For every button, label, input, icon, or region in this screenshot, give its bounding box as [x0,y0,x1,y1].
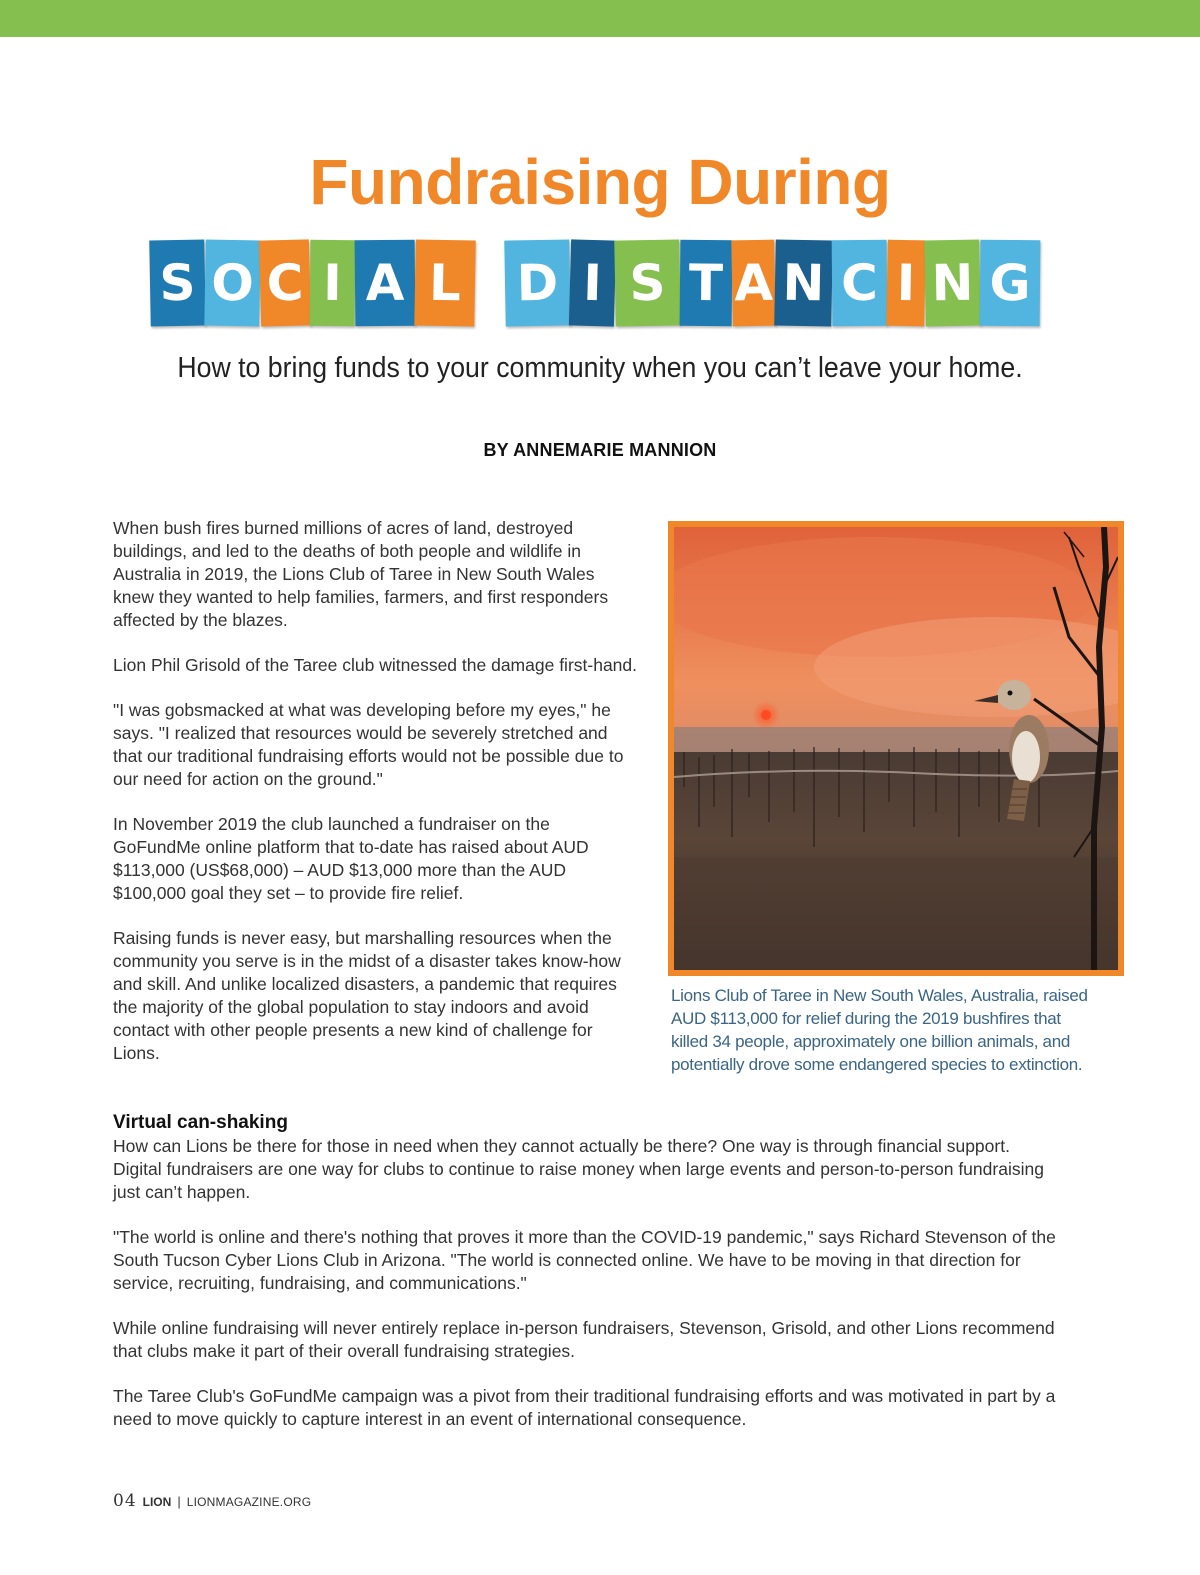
footer-separator: | [177,1494,181,1509]
article-left-column [113,517,638,1087]
byline: BY ANNEMARIE MANNION [483,440,717,460]
bushfire-kookaburra-photo [674,527,1118,970]
page-number: 04 [113,1491,137,1511]
headline-letter-tile: I [310,240,356,326]
headline-letter-tile: N [924,240,980,327]
headline-letter-tile: A [355,240,416,327]
paragraph: Raising funds is never easy, but marshalling resources when the community you serve is in the midst of a disaster takes know-how and skill. And unlike localized disasters, a pandemic that requires the majority of the global population to stay indoors and avoid contact with other people presents a new kind of challenge for Lions. [113,928,621,1063]
headline-letter-tile: I [886,240,925,327]
headline-letter-tile: D [504,239,570,326]
section-heading: Virtual can-shaking [113,1112,288,1133]
paragraph: The Taree Club's GoFundMe campaign was a pivot from their traditional fundraising efforts and was motivated in part by a need to move quickly to capture interest in an event of international consequence. [113,1386,1056,1429]
top-accent-bar [0,0,1200,37]
headline-letter-tile: T [680,240,733,326]
headline-letter-tile: L [414,239,475,326]
page-footer [113,1491,311,1511]
paragraph: In November 2019 the club launched a fundraiser on the GoFundMe online platform that to-date has raised about AUD $113,000 (US$68,000) – AUD $13,000 more than the AUD $100,000 goal they set – to provide fire relief. [113,814,589,903]
paragraph: "The world is online and there's nothing that proves it more than the COVID-19 pandemic," says Richard Stevenson of the South Tucson Cyber Lions Club in Arizona. "The world is connected online. We have to be moving in that direction for service, recruiting, fundraising, and communications." [113,1227,1056,1293]
headline-letter-tiles [150,240,1040,328]
magazine-url[interactable]: LIONMAGAZINE.ORG [186,1495,312,1509]
headline-letter-tile: A [731,240,775,327]
magazine-name: LION [142,1495,172,1509]
paragraph: How can Lions be there for those in need when they cannot actually be there? One way is through financial support. Digital fundraisers are one way for clubs to continue to raise money when large events and person-to-person fundraising just can’t happen. [113,1136,1044,1202]
headline-letter-tile: S [149,240,205,327]
headline-letter-tile: S [614,239,680,326]
article-full-width-section [113,1111,1063,1453]
photo-frame [668,521,1124,976]
headline-letter-tile: C [832,240,888,326]
headline-letter-tile: N [774,240,832,327]
headline-line-1: Fundraising During [309,146,891,218]
headline-letter-tile: G [980,240,1041,327]
headline-letter-tile: O [204,240,260,327]
paragraph: While online fundraising will never entirely replace in-person fundraisers, Stevenson, Grisold, and other Lions recommend that clubs make it part of their overall fundraising strategies. [113,1318,1055,1361]
headline-letter-tile: I [569,239,616,326]
paragraph: "I was gobsmacked at what was developing before my eyes," he says. "I realized that resources would be severely stretched and that our traditional fundraising efforts would not be possible due to our need for action on the ground." [113,700,624,789]
photo-caption: Lions Club of Taree in New South Wales, Australia, raised AUD $113,000 for relief during the 2019 bushfires that killed 34 people, approximately one billion animals, and potentially drove some endangered species to extinction. [671,986,1088,1074]
headline-letter-tile: C [259,239,311,326]
subheadline: How to bring funds to your community when you can’t leave your home. [177,352,1023,384]
paragraph: Lion Phil Grisold of the Taree club witnessed the damage first-hand. [113,655,638,675]
paragraph: When bush fires burned millions of acres of land, destroyed buildings, and led to the deaths of both people and wildlife in Australia in 2019, the Lions Club of Taree in New South Wales knew they wanted to help families, farmers, and first responders affected by the blazes. [113,518,609,630]
